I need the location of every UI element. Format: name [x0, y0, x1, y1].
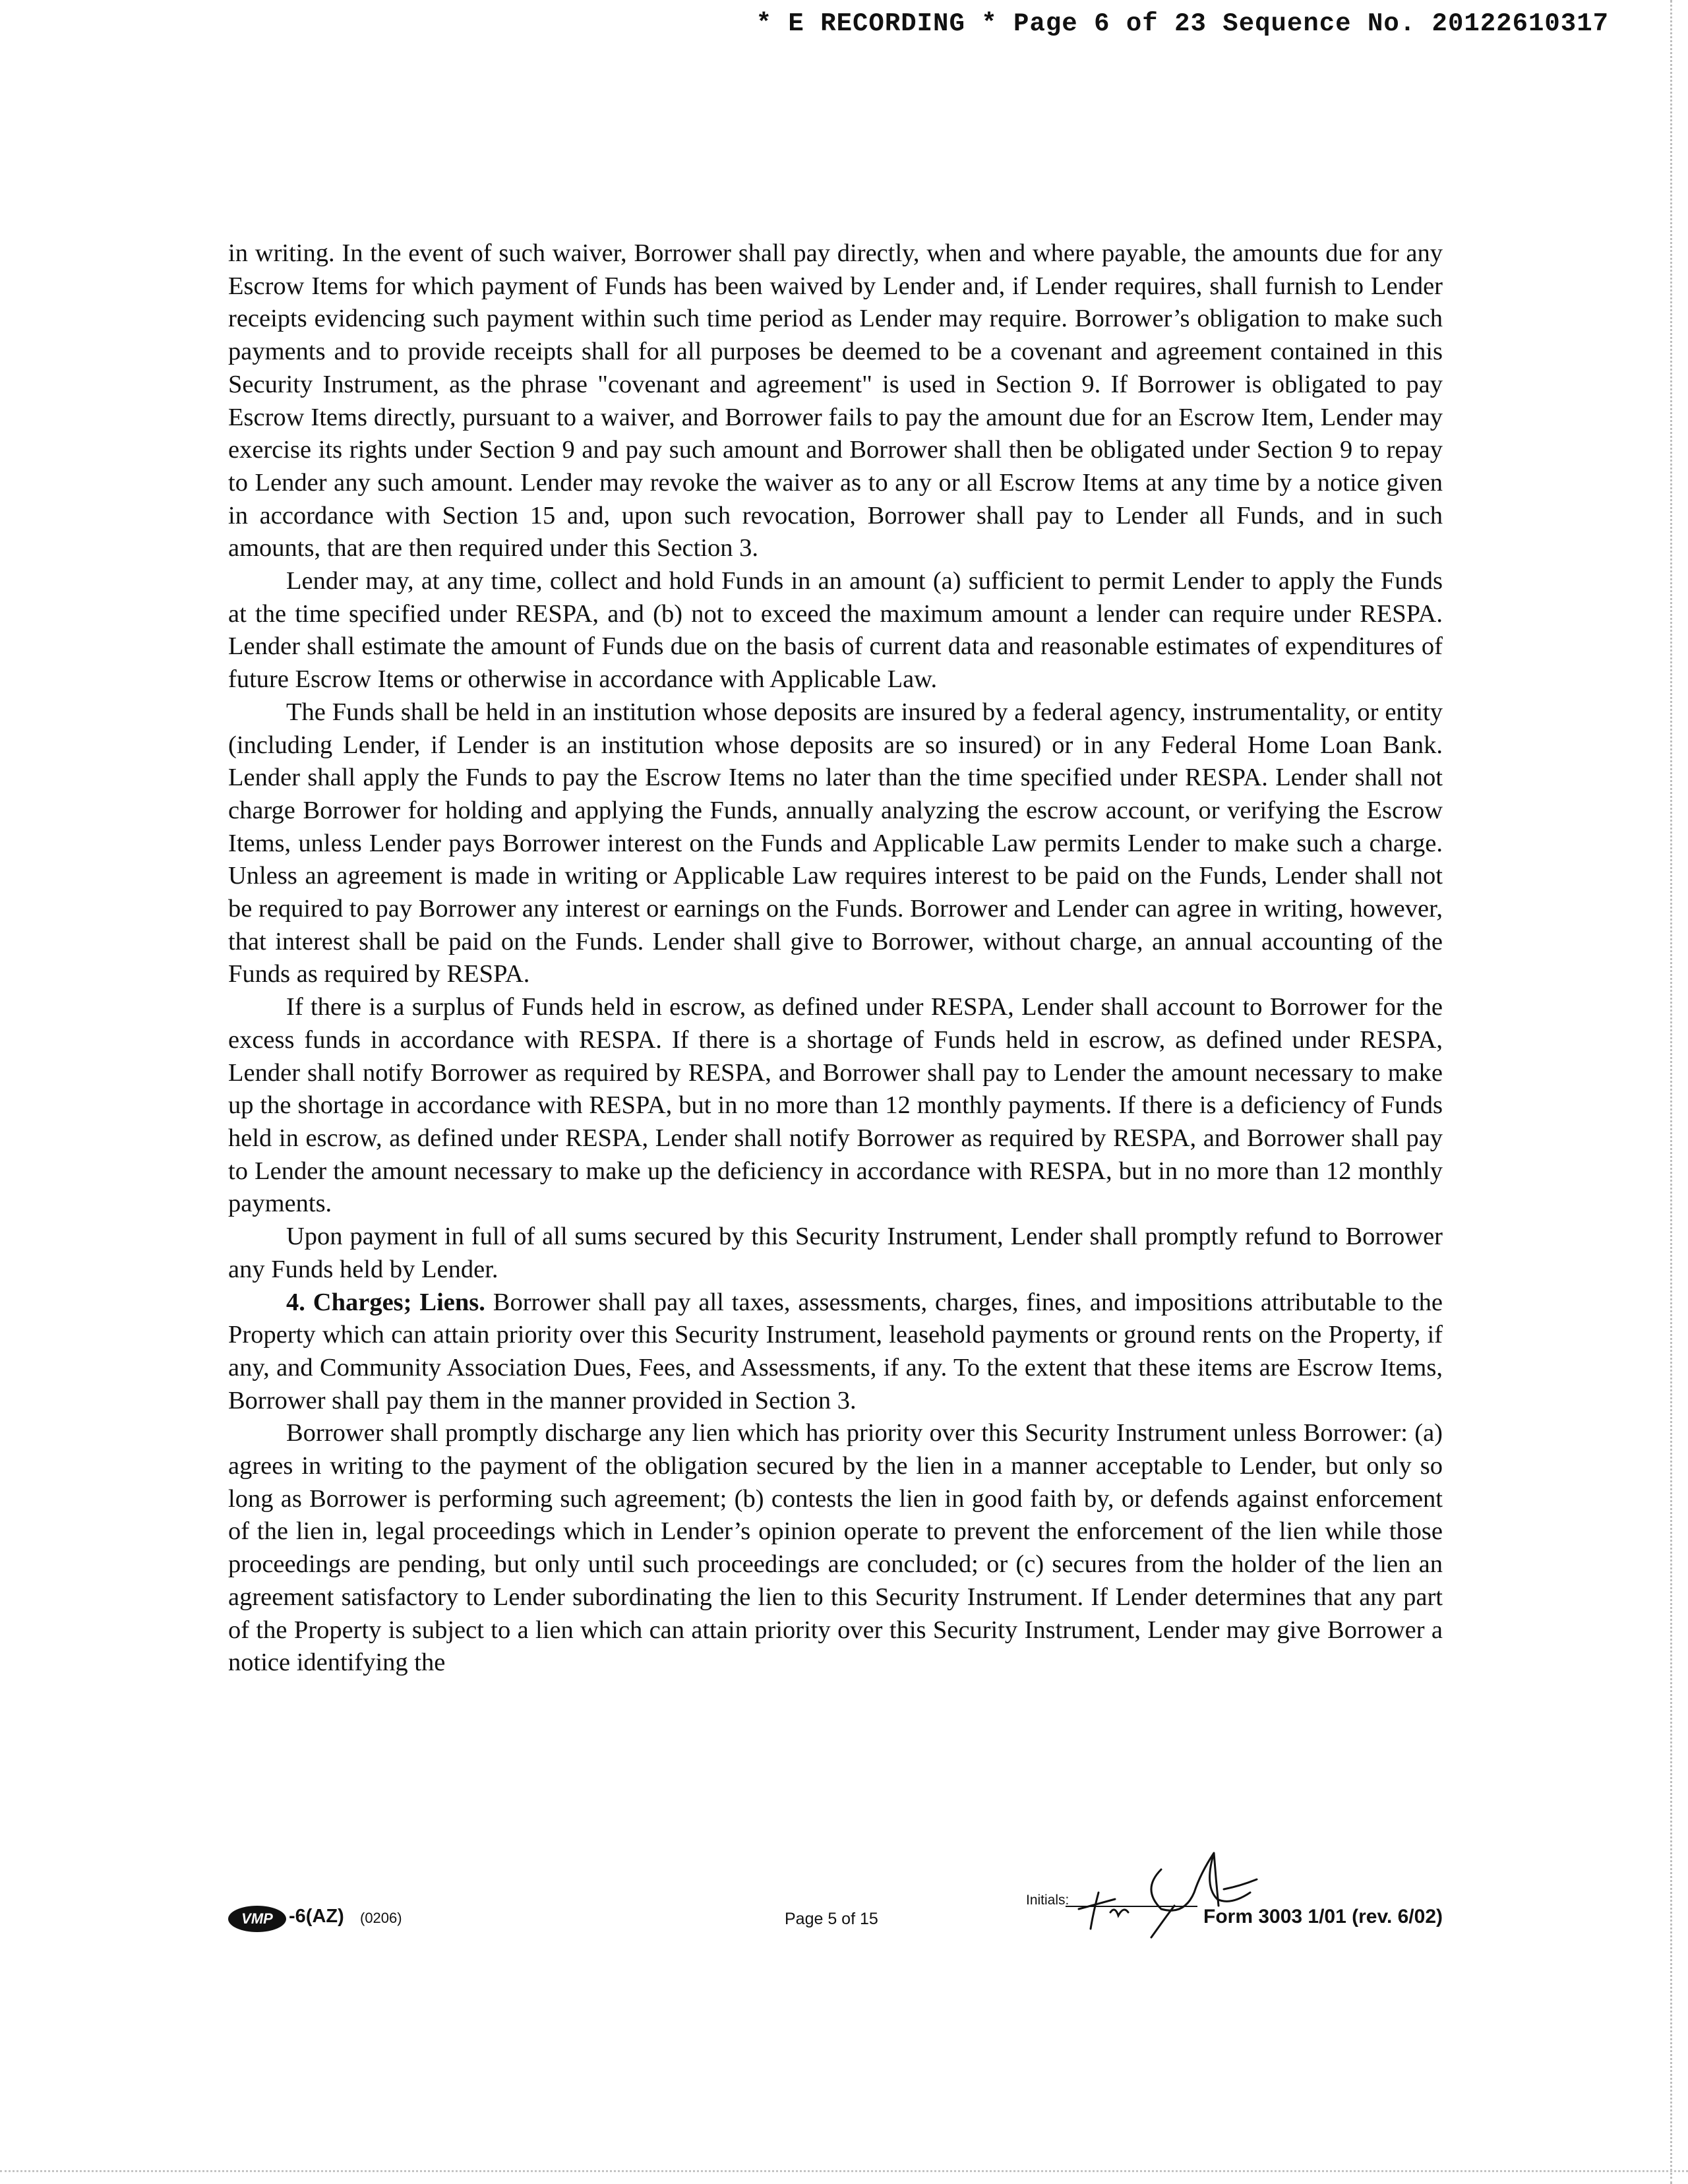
- vmp-logo: VMP: [228, 1906, 286, 1932]
- page-number: Page 5 of 15: [785, 1910, 878, 1928]
- paragraph-waiver-continuation: in writing. In the event of such waiver, Borrower shall pay directly, when and where payable, the amounts due for any Escrow Items for which payment of Funds has been waived by Lender and, if Lender requires, shall furnish to Lender receipts evidencing such payment within such time period as Lender may require. Borrower’s obligation to make such payments and to provide receipts shall for all purposes be deemed to be a covenant and agreement contained in this Security Instrument, as the phrase "covenant and agreement" is used in Section 9. If Borrower is obligated to pay Escrow Items directly, pursuant to a waiver, and Borrower fails to pay the amount due for an Escrow Item, Lender may exercise its rights under Section 9 and pay such amount and Borrower shall then be obligated under Section 9 to repay to Lender any such amount. Lender may revoke the waiver as to any or all Escrow Items at any time by a notice given in accordance with Section 15 and, upon such revocation, Borrower shall pay to Lender all Funds, and in such amounts, that are then required under this Section 3.: [228, 239, 1443, 562]
- section-heading: 4. Charges; Liens.: [286, 1288, 485, 1316]
- form-code: -6(AZ): [289, 1906, 344, 1927]
- form-number: Form 3003 1/01 (rev. 6/02): [1203, 1906, 1443, 1927]
- page-footer: [228, 1860, 1443, 1939]
- form-date: (0206): [360, 1910, 402, 1926]
- recording-stamp: * E RECORDING * Page 6 of 23 Sequence No. 20122610317: [756, 9, 1609, 38]
- scan-edge: [1670, 0, 1672, 2184]
- scan-bottom-edge: [0, 2170, 1688, 2172]
- initials-label: Initials:: [1026, 1893, 1070, 1908]
- section-text: Borrower shall pay all taxes, assessments, charges, fines, and impositions attributable to the Property which can attain priority over this Security Instrument, leasehold payments or ground rents on the Property, if any, and Community Association Dues, Fees, and Assessments, if any. To the extent that these items are Escrow Items, Borrower shall pay them in the manner provided in Section 3.: [228, 1288, 1443, 1414]
- paragraph-funds-held: The Funds shall be held in an institution whose deposits are insured by a federal agency, instrumentality, or entity (including Lender, if Lender is an institution whose deposits are so insured) or in any Federal Home Loan Bank. Lender shall apply the Funds to pay the Escrow Items no later than the time specified under RESPA. Lender shall not charge Borrower for holding and applying the Funds, annually analyzing the escrow account, or verifying the Escrow Items, unless Lender pays Borrower interest on the Funds and Applicable Law permits Lender to make such a charge. Unless an agreement is made in writing or Applicable Law requires interest to be paid on the Funds, Lender shall not be required to pay Borrower any interest or earnings on the Funds. Borrower and Lender can agree in writing, however, that interest shall be paid on the Funds. Lender shall give to Borrower, without charge, an annual accounting of the Funds as required by RESPA.: [228, 698, 1443, 988]
- document-body: [228, 237, 1443, 1680]
- paragraph-refund: Upon payment in full of all sums secured by this Security Instrument, Lender shall promptly refund to Borrower any Funds held by Lender.: [228, 1223, 1443, 1283]
- paragraph-collect-funds: Lender may, at any time, collect and hold Funds in an amount (a) sufficient to permit Lender to apply the Funds at the time specified under RESPA, and (b) not to exceed the maximum amount a lender can require under RESPA. Lender shall estimate the amount of Funds due on the basis of current data and reasonable estimates of expenditures of future Escrow Items or otherwise in accordance with Applicable Law.: [228, 567, 1443, 694]
- paragraph-charges-liens: [228, 1287, 1443, 1418]
- paragraph-surplus: If there is a surplus of Funds held in escrow, as defined under RESPA, Lender shall account to Borrower for the excess funds in accordance with RESPA. If there is a shortage of Funds held in escrow, as defined under RESPA, Lender shall notify Borrower as required by RESPA, and Borrower shall pay to Lender the amount necessary to make up the shortage in accordance with RESPA, but in no more than 12 monthly payments. If there is a deficiency of Funds held in escrow, as defined under RESPA, Lender shall notify Borrower as required by RESPA, and Borrower shall pay to Lender the amount necessary to make up the deficiency in accordance with RESPA, but in no more than 12 monthly payments.: [228, 993, 1443, 1218]
- paragraph-discharge-lien: Borrower shall promptly discharge any lien which has priority over this Security Instrument unless Borrower: (a) agrees in writing to the payment of the obligation secured by the lien in a manner acceptable to Lender, but only so long as Borrower is performing such agreement; (b) contests the lien in good faith by, or defends against enforcement of the lien in, legal proceedings which in Lender’s opinion operate to prevent the enforcement of the lien while those proceedings are pending, but only until such proceedings are concluded; or (c) secures from the holder of the lien an agreement satisfactory to Lender subordinating the lien to this Security Instrument. If Lender determines that any part of the Property is subject to a lien which can attain priority over this Security Instrument, Lender may give Borrower a notice identifying the: [228, 1419, 1443, 1677]
